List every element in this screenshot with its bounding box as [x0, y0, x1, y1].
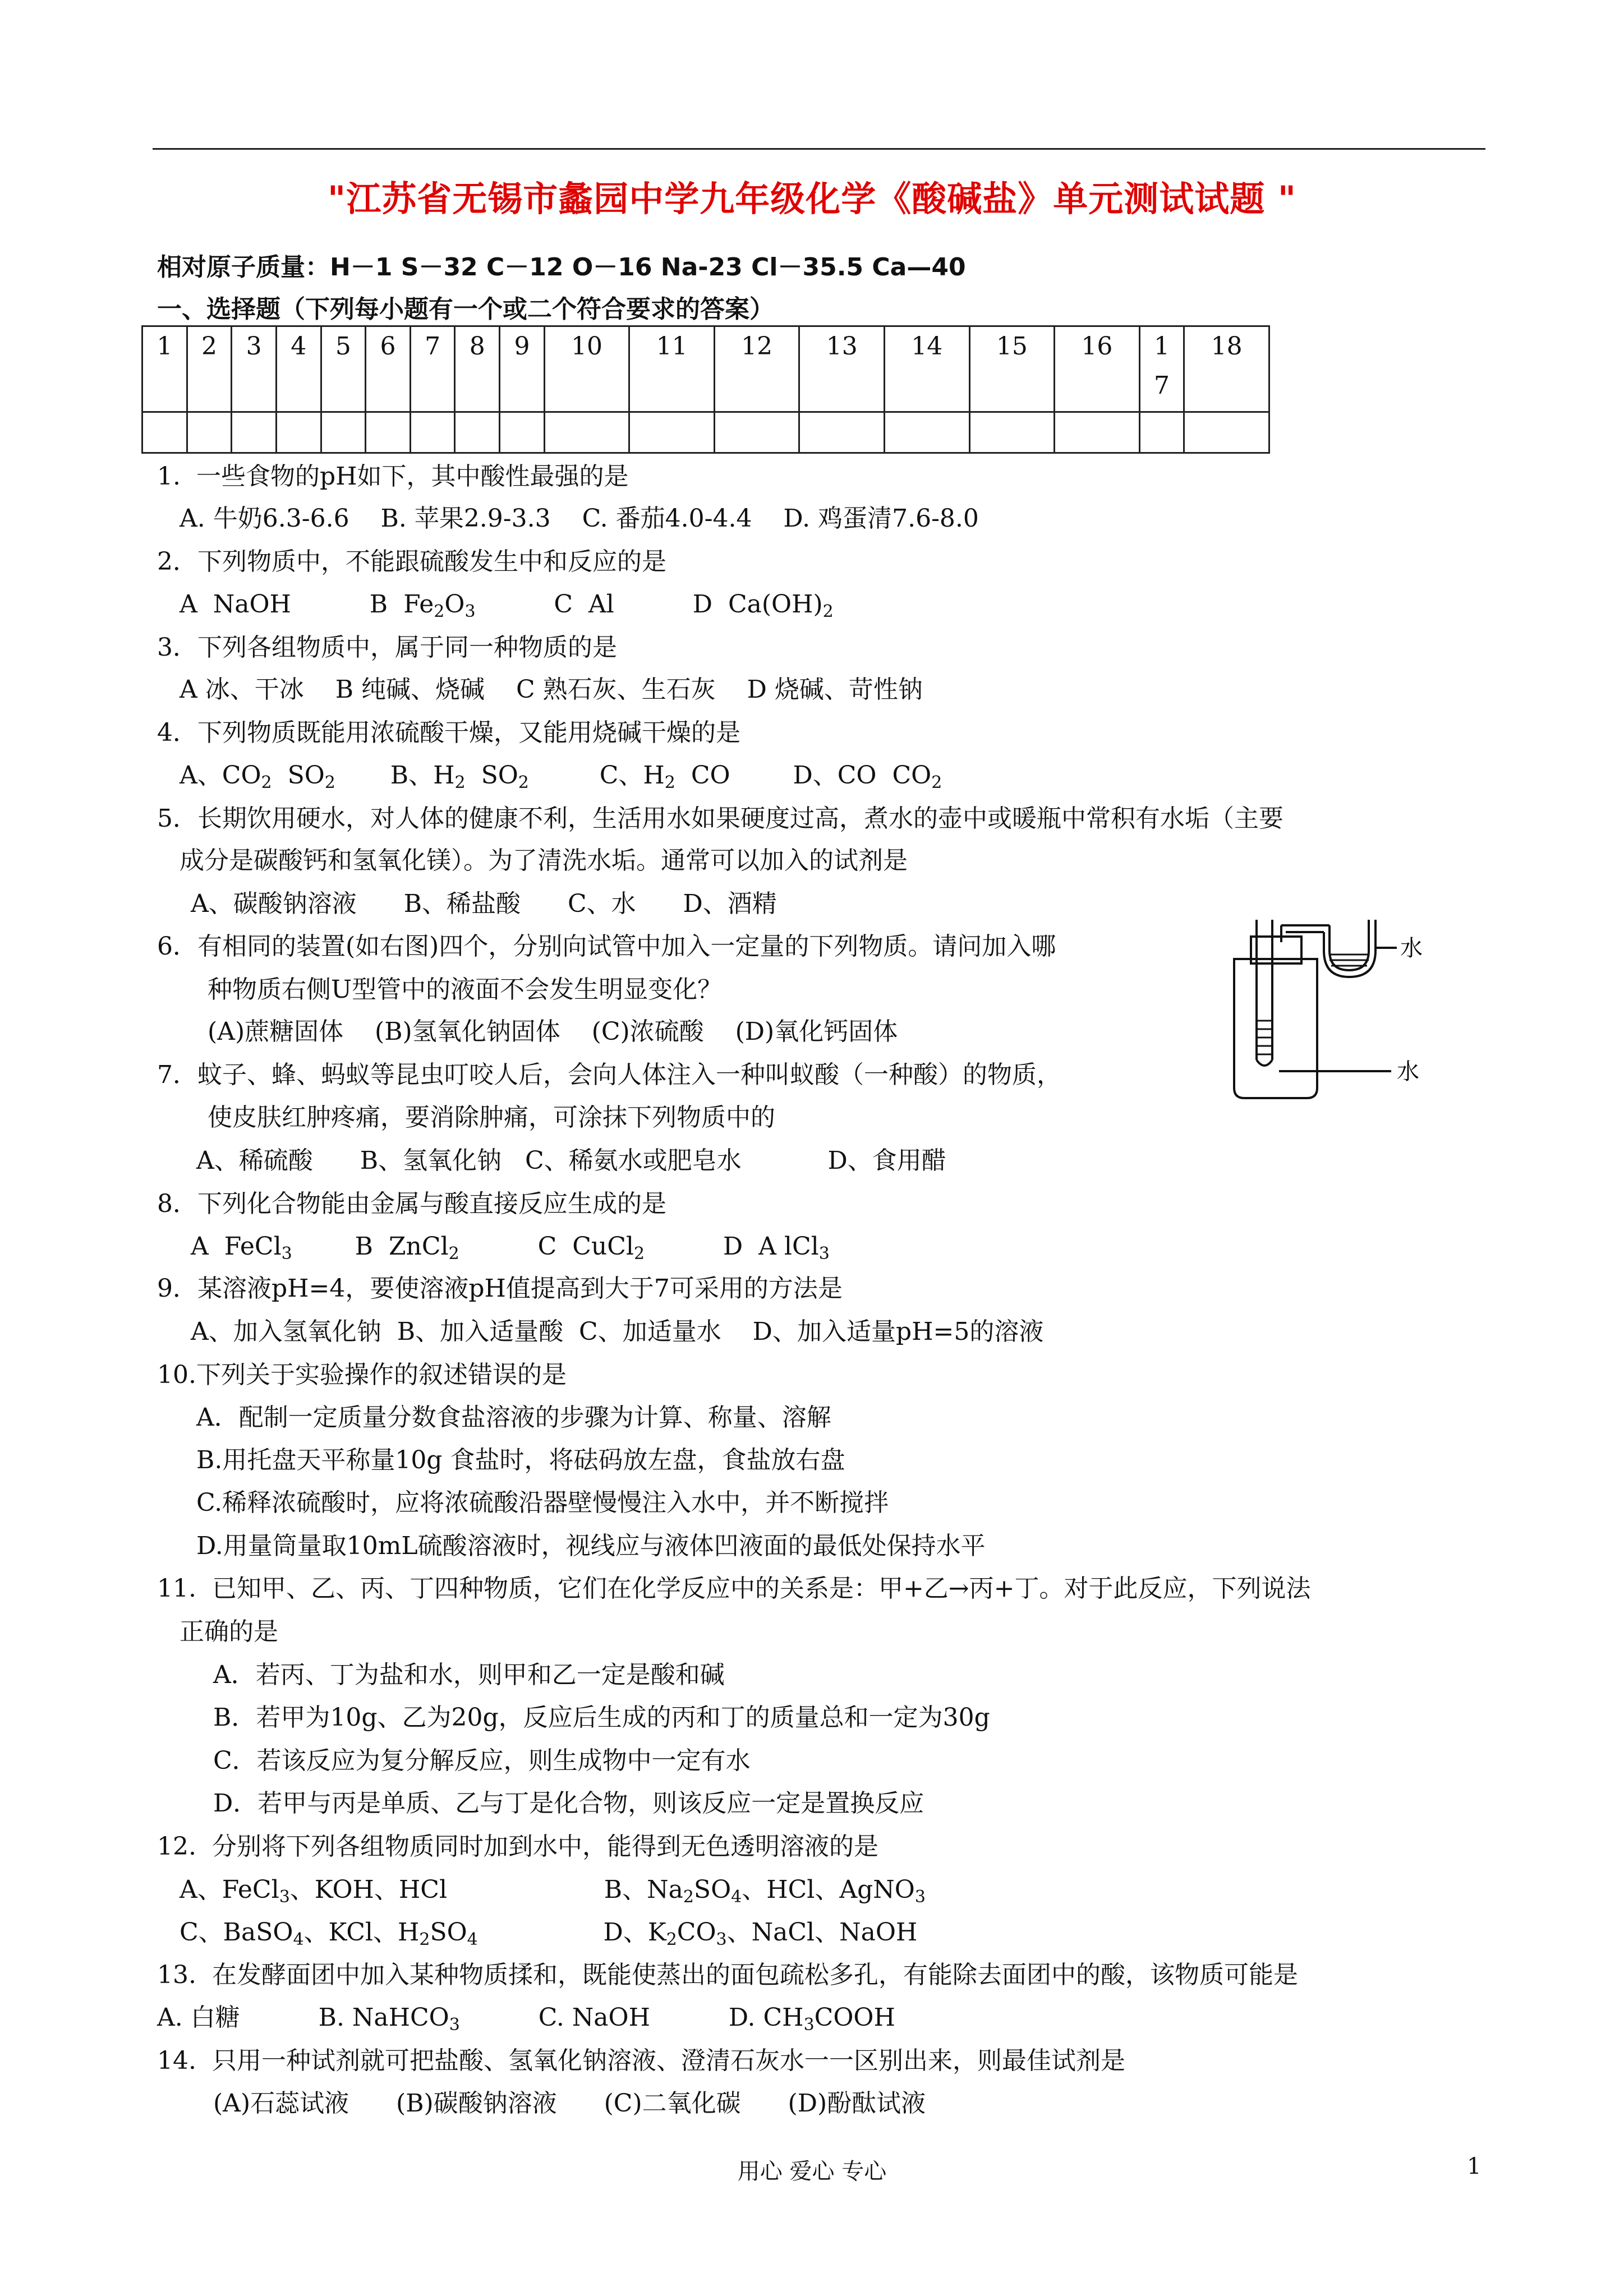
question-6: 6．有相同的装置(如右图)四个，分别向试管中加入一定量的下列物质。请问加入哪	[157, 932, 1056, 961]
question-12-options-cd: C、BaSO$_4$、KCl、$H_2SO_4$ D、$K_2CO_3$、NaCl、NaOH	[180, 1918, 918, 1949]
question-9-options: A、加入氢氧化钠 B、加入适量酸 C、加适量水 D、加入适量pH=5的溶液	[191, 1317, 1044, 1346]
question-12: 12. 分别将下列各组物质同时加到水中，能得到无色透明溶液的是	[157, 1832, 878, 1861]
answer-cell[interactable]	[321, 412, 366, 453]
question-10-option-d: D.用量筒量取10mL硫酸溶液时，视线应与液体凹液面的最低处保持水平	[196, 1532, 986, 1560]
question-13-options: A. 白糖 B. NaHCO$_3$ C. NaOH D. $CH_3COOH$	[157, 2003, 895, 2035]
answer-cell[interactable]	[544, 412, 629, 453]
answer-cell[interactable]	[187, 412, 232, 453]
question-1: 1. 一些食物的pH如下，其中酸性最强的是	[157, 462, 629, 491]
answer-table-header-cell: 10	[544, 326, 629, 412]
answer-cell[interactable]	[799, 412, 885, 453]
question-14: 14. 只用一种试剂就可把盐酸、氢氧化钠溶液、澄清石灰水一一区别出来，则最佳试剂是	[157, 2046, 1125, 2075]
question-9: 9．某溶液pH=4，要使溶液pH值提高到大于7可采用的方法是	[157, 1274, 843, 1303]
label-water-top: 水	[1400, 935, 1423, 961]
answer-cell[interactable]	[455, 412, 500, 453]
question-14-options: (A)石蕊试液 (B)碳酸钠溶液 (C)二氧化碳 (D)酚酞试液	[213, 2089, 926, 2118]
label-water-bottom: 水	[1397, 1059, 1419, 1085]
answer-table-header-cell: 4	[276, 326, 321, 412]
answer-cell[interactable]	[1184, 412, 1269, 453]
question-7-options: A、稀硫酸 B、氢氧化钠 C、稀氨水或肥皂水 D、食用醋	[196, 1146, 946, 1175]
question-11-option-c: C．若该反应为复分解反应，则生成物中一定有水	[213, 1746, 751, 1775]
answer-cell[interactable]	[1139, 412, 1184, 453]
question-2-options: A NaOH B $Fe_2O_3$ C Al D $Ca(OH)_2$	[180, 590, 834, 621]
answer-table-header-cell: 16	[1055, 326, 1140, 412]
answer-table-header-cell: 8	[455, 326, 500, 412]
question-13: 13. 在发酵面团中加入某种物质揉和，既能使蒸出的面包疏松多孔，有能除去面团中的酸，该物质可能是	[157, 1961, 1298, 1989]
answer-cell[interactable]	[500, 412, 545, 453]
answer-cell[interactable]	[232, 412, 277, 453]
question-11-option-a: A．若丙、丁为盐和水，则甲和乙一定是酸和碱	[213, 1661, 725, 1689]
question-7: 7．蚊子、蜂、蚂蚁等昆虫叮咬人后，会向人体注入一种叫蚁酸（一种酸）的物质，	[157, 1061, 1061, 1089]
question-8: 8．下列化合物能由金属与酸直接反应生成的是	[157, 1190, 666, 1218]
answer-table-header-cell: 1 7	[1139, 326, 1184, 412]
page-footer: 用心 爱心 专心	[737, 2159, 887, 2184]
answer-table-header-cell: 14	[885, 326, 970, 412]
answer-table-answer-row	[142, 412, 1269, 453]
page-number: 1	[1467, 2154, 1482, 2179]
question-10-option-c: C.稀释浓硫酸时，应将浓硫酸沿器壁慢慢注入水中，并不断搅拌	[196, 1488, 889, 1517]
answer-table-header-cell: 11	[629, 326, 715, 412]
question-6-options: (A)蔗糖固体 (B)氢氧化钠固体 (C)浓硫酸 (D)氧化钙固体	[208, 1017, 898, 1046]
question-12-options-ab: A、FeCl$_3$、KOH、HCl B、$Na_2SO_4$、HCl、AgNO$_3$	[180, 1875, 926, 1907]
question-1-options: A. 牛奶6.3-6.6 B. 苹果2.9-3.3 C. 番茄4.0-4.4 D. 鸡蛋清7.6-8.0	[180, 504, 979, 533]
question-4: 4．下列物质既能用浓硫酸干燥，又能用烧碱干燥的是	[157, 718, 740, 747]
question-11: 11. 已知甲、乙、丙、丁四种物质，它们在化学反应中的关系是：甲+乙→丙+丁。对于此反应，下列说法	[157, 1574, 1311, 1603]
bottle-outline	[1234, 959, 1317, 1098]
question-5: 5．长期饮用硬水，对人体的健康不利，生活用水如果硬度过高，煮水的壶中或暖瓶中常积有水垢（主要	[157, 804, 1283, 833]
answer-cell[interactable]	[276, 412, 321, 453]
question-11-option-b: B．若甲为10g、乙为20g，反应后生成的丙和丁的质量总和一定为30g	[213, 1703, 990, 1732]
question-6-line2: 种物质右侧U型管中的液面不会发生明显变化？	[208, 975, 723, 1004]
answer-cell[interactable]	[410, 412, 455, 453]
header-rule	[153, 148, 1485, 150]
question-11-option-d: D．若甲与丙是单质、乙与丁是化合物，则该反应一定是置换反应	[213, 1789, 924, 1818]
question-5-line2: 成分是碳酸钙和氢氧化镁）。为了清洗水垢。通常可以加入的试剂是	[180, 846, 908, 875]
answer-table-header-cell: 12	[714, 326, 799, 412]
question-11-line2: 正确的是	[180, 1617, 278, 1646]
answer-table-header-cell: 18	[1184, 326, 1269, 412]
question-3-options: A 冰、干冰 B 纯碱、烧碱 C 熟石灰、生石灰 D 烧碱、苛性钠	[180, 675, 923, 704]
answer-table-header-cell: 7	[410, 326, 455, 412]
section-heading: 一、选择题（下列每小题有一个或二个符合要求的答案）	[157, 295, 774, 324]
answer-table-header-cell: 3	[232, 326, 277, 412]
question-3: 3．下列各组物质中，属于同一种物质的是	[157, 633, 617, 662]
test-tube-bottom	[1257, 1060, 1272, 1066]
apparatus-figure	[1223, 920, 1436, 1105]
question-8-options: A FeCl$_3$ B ZnCl$_2$ C CuCl$_2$ D A lCl$_3$	[191, 1232, 830, 1264]
answer-cell[interactable]	[142, 412, 187, 453]
page-title: "江苏省无锡市蠡园中学九年级化学《酸碱盐》单元测试试题 "	[327, 178, 1297, 219]
answer-table-header-cell: 15	[969, 326, 1055, 412]
answer-table-header-cell: 5	[321, 326, 366, 412]
answer-cell[interactable]	[1055, 412, 1140, 453]
answer-table-header-row	[142, 326, 1269, 412]
answer-table-header-cell: 9	[500, 326, 545, 412]
question-4-options: A、$CO_2$ $SO_2$ B、$H_2$ $SO_2$ C、$H_2$ CO D、CO $CO_2$	[180, 761, 942, 792]
answer-cell[interactable]	[969, 412, 1055, 453]
answer-table-header-cell: 1	[142, 326, 187, 412]
question-10-option-b: B.用托盘天平称量10g 食盐时，将砝码放左盘，食盐放右盘	[196, 1446, 845, 1474]
answer-table-header-cell: 2	[187, 326, 232, 412]
u-tube-outer	[1329, 920, 1369, 970]
question-10-option-a: A．配制一定质量分数食盐溶液的步骤为计算、称量、溶解	[196, 1403, 831, 1432]
question-5-options: A、碳酸钠溶液 B、稀盐酸 C、水 D、酒精	[191, 889, 777, 918]
answer-table	[141, 325, 1270, 454]
question-7-line2: 使皮肤红肿疼痛，要消除肿痛，可涂抹下列物质中的	[208, 1103, 775, 1132]
question-2: 2．下列物质中，不能跟硫酸发生中和反应的是	[157, 547, 666, 576]
answer-cell[interactable]	[885, 412, 970, 453]
answer-cell[interactable]	[366, 412, 411, 453]
answer-table-header-cell: 6	[366, 326, 411, 412]
answer-cell[interactable]	[714, 412, 799, 453]
answer-table-header-cell: 13	[799, 326, 885, 412]
answer-cell[interactable]	[629, 412, 715, 453]
question-10: 10.下列关于实验操作的叙述错误的是	[157, 1361, 567, 1389]
atomic-masses: 相对原子质量：H－1 S－32 C－12 O－16 Na-23 Cl－35.5 Ca—40	[157, 253, 966, 282]
